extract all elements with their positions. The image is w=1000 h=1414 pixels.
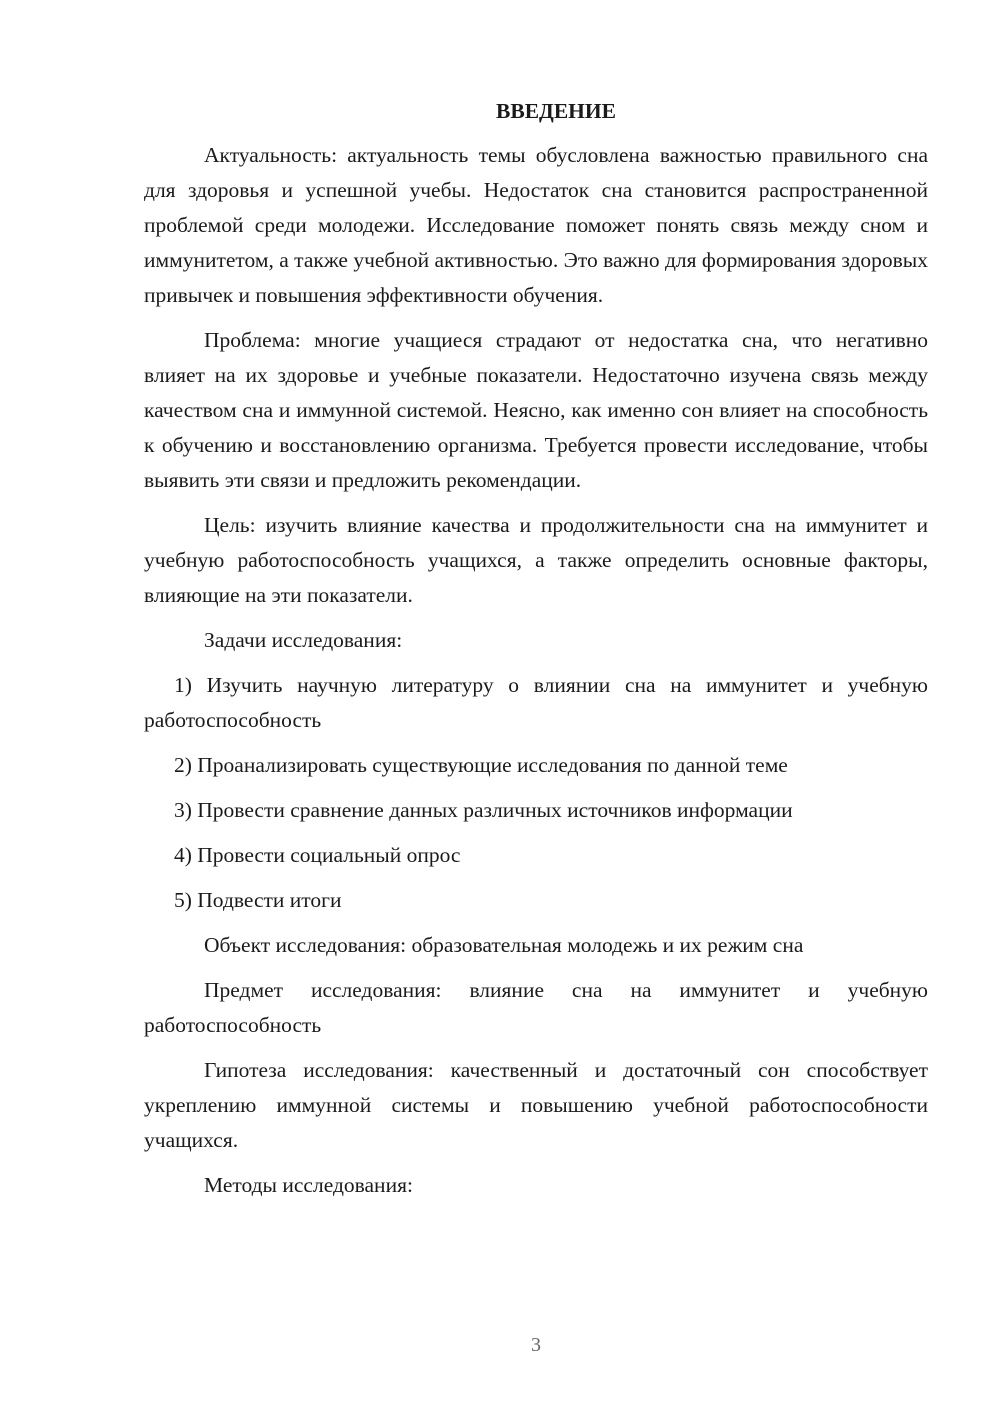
section-heading: ВВЕДЕНИЕ (496, 99, 616, 123)
tasks-title: Задачи исследования: (204, 628, 403, 652)
task-item: 4) Провести социальный опрос (174, 843, 461, 867)
task-item: 2) Проанализировать существующие исследования по данной теме (174, 753, 788, 777)
task-item: 1) Изучить научную литературу о влиянии сна на иммунитет и учебную работоспособность (144, 673, 928, 732)
task-item: 3) Провести сравнение данных различных источников информации (174, 798, 793, 822)
task-item: 5) Подвести итоги (174, 888, 342, 912)
methods-title: Методы исследования: (204, 1173, 413, 1197)
relevance-paragraph: Актуальность: актуальность темы обусловлена важностью правильного сна для здоровья и успешной учебы. Недостаток сна становится распространенной проблемой среди молодежи. Исследование поможет понять связь между сном и иммунитетом, а также учебной активностью. Это важно для формирования здоровых привычек и повышения эффективности обучения. (144, 143, 928, 307)
document-page (144, 96, 928, 1213)
problem-paragraph: Проблема: многие учащиеся страдают от недостатка сна, что негативно влияет на их здоровье и учебные показатели. Недостаточно изучена связь между качеством сна и иммунной системой. Неясно, как именно сон влияет на способность к обучению и восстановлению организма. Требуется провести исследование, чтобы выявить эти связи и предложить рекомендации. (144, 328, 928, 492)
hypothesis-paragraph: Гипотеза исследования: качественный и достаточный сон способствует укреплению иммунной системы и повышению учебной работоспособности учащихся. (144, 1058, 928, 1152)
goal-paragraph: Цель: изучить влияние качества и продолжительности сна на иммунитет и учебную работоспособность учащихся, а также определить основные факторы, влияющие на эти показатели. (144, 513, 928, 607)
object-paragraph: Объект исследования: образовательная молодежь и их режим сна (204, 933, 804, 957)
subject-paragraph: Предмет исследования: влияние сна на иммунитет и учебную работоспособность (144, 978, 928, 1037)
page-number: 3 (531, 1334, 541, 1356)
